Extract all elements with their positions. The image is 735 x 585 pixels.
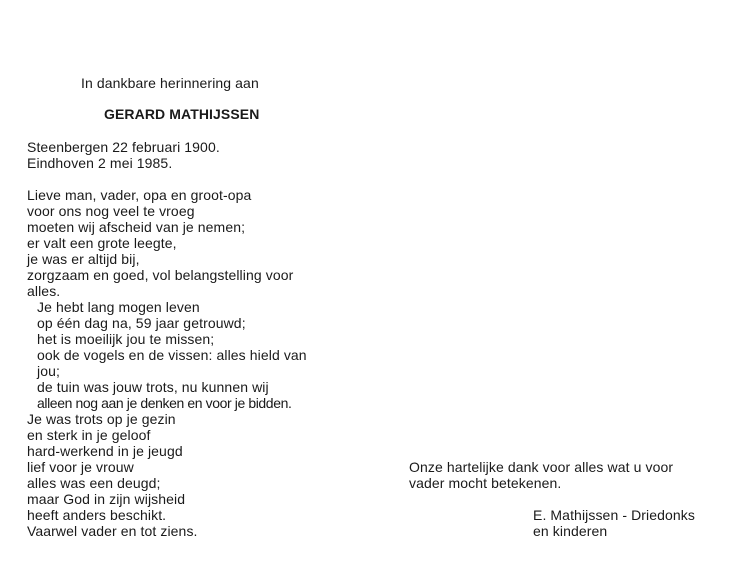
intro-text: In dankbare herinnering aan — [81, 75, 259, 91]
poem-line: je was er altijd bij, — [27, 251, 140, 267]
poem-line: Je was trots op je gezin — [27, 411, 176, 427]
thanks-line: vader mocht betekenen. — [409, 475, 562, 491]
poem-line: Vaarwel vader en tot ziens. — [27, 523, 198, 539]
poem-line: heeft anders beschikt. — [27, 507, 167, 523]
poem-line: alles. — [27, 283, 61, 299]
poem-line: het is moeilijk jou te missen; — [37, 331, 215, 347]
poem-line: Lieve man, vader, opa en groot-opa — [27, 187, 252, 203]
poem-line: en sterk in je geloof — [27, 427, 151, 443]
poem-line: zorgzaam en goed, vol belangstelling voor — [27, 267, 294, 283]
poem-line: op één dag na, 59 jaar getrouwd; — [37, 315, 246, 331]
poem-line: Je hebt lang mogen leven — [37, 299, 200, 315]
poem-line: de tuin was jouw trots, nu kunnen wij — [37, 379, 269, 395]
poem-line: er valt een grote leegte, — [27, 235, 177, 251]
birth-line: Steenbergen 22 februari 1900. — [27, 139, 220, 155]
poem-line: lief voor je vrouw — [27, 459, 134, 475]
poem-line: ook de vogels en de vissen: alles hield van — [37, 347, 307, 363]
signature-name: E. Mathijssen - Driedonks — [533, 507, 696, 523]
poem-line: moeten wij afscheid van je nemen; — [27, 219, 246, 235]
poem-line: hard-werkend in je jeugd — [27, 443, 183, 459]
deceased-name: GERARD MATHIJSSEN — [104, 106, 260, 122]
death-line: Eindhoven 2 mei 1985. — [27, 155, 173, 171]
signature-family: en kinderen — [533, 523, 608, 539]
poem-line: jou; — [37, 363, 60, 379]
thanks-line: Onze hartelijke dank voor alles wat u voor — [409, 459, 674, 475]
poem-line: alleen nog aan je denken en voor je bidden. — [37, 395, 292, 411]
poem-line: alles was een deugd; — [27, 475, 161, 491]
poem-line: voor ons nog veel te vroeg — [27, 203, 195, 219]
poem-line: maar God in zijn wijsheid — [27, 491, 186, 507]
